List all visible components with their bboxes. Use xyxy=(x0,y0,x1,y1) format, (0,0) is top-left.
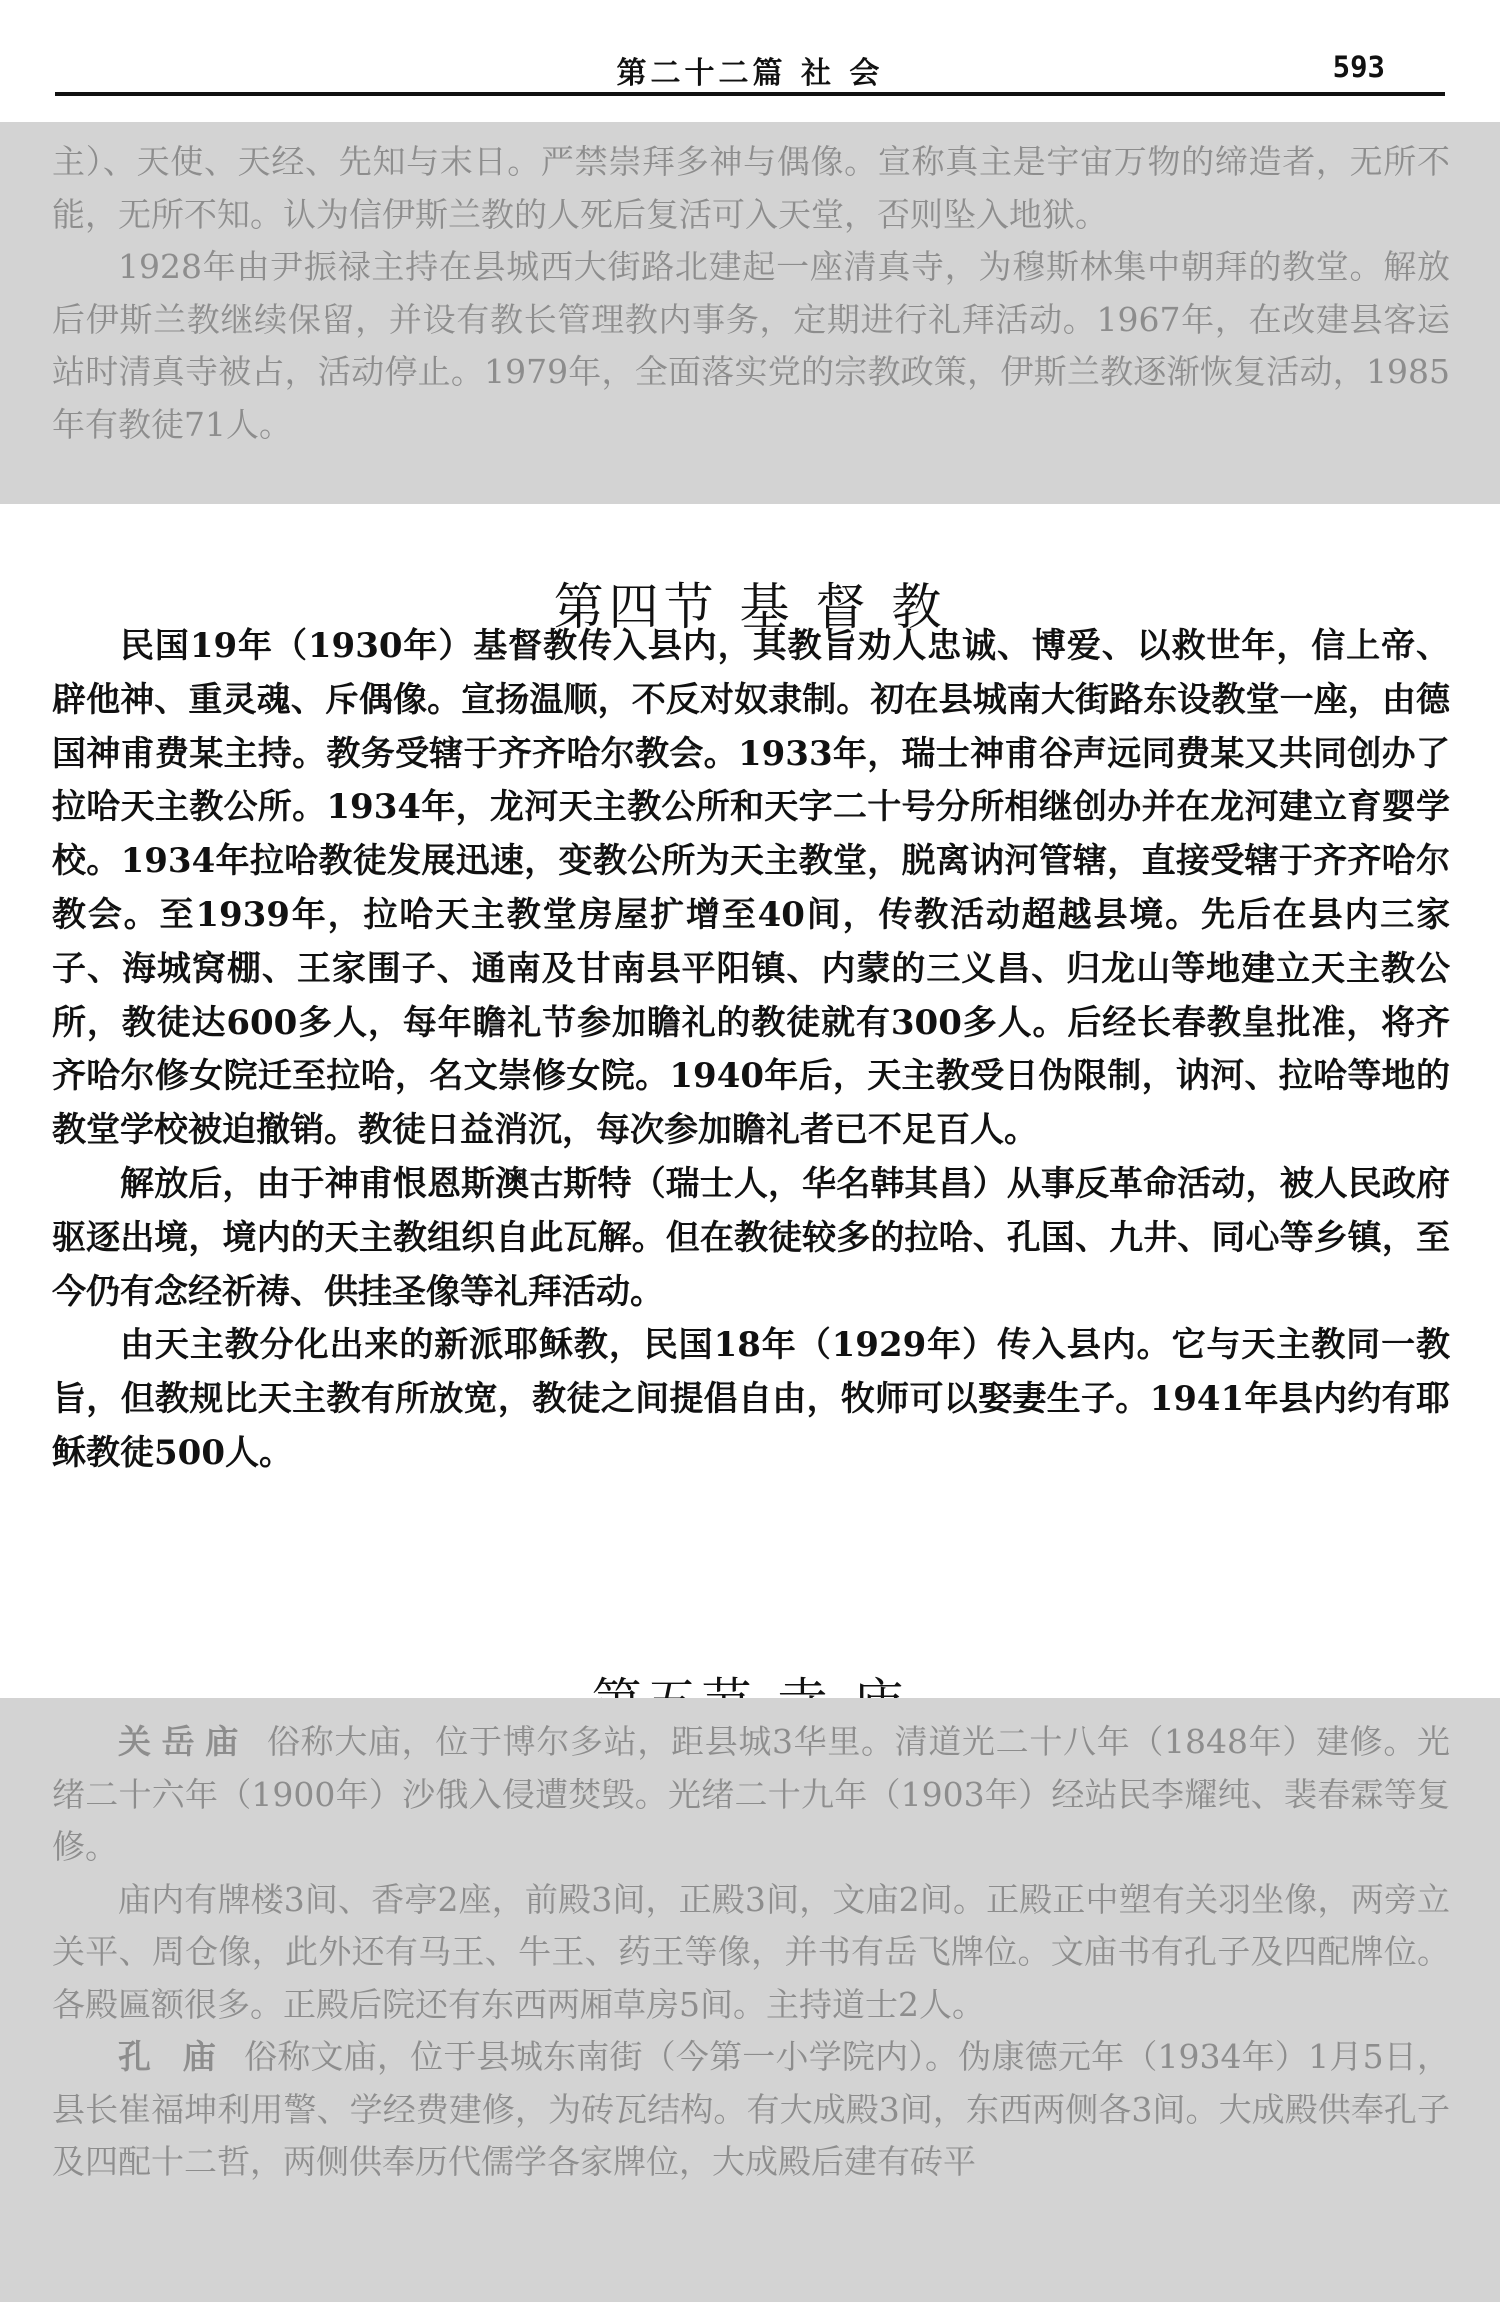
page-number: 593 xyxy=(1332,50,1385,84)
temple-text-guanyue-details: 庙内有牌楼3间、香亭2座，前殿3间，正殿3间，文庙2间。正殿正中塑有关羽坐像，两旁立关平、周仓像，此外还有马王、牛王、药王等像，并书有岳飞牌位。文庙书有孔子及四配牌位。各殿匾额很多。正殿后院还有东西两厢草房5间。主持道士2人。 xyxy=(52,1879,1450,2024)
temples-text-block xyxy=(52,1716,1450,2189)
section-title-christianity: 第四节 基 督 教 xyxy=(553,577,947,636)
temple-text-confucius: 俗称文庙，位于县城东南街（今第一小学院内）。伪康德元年（1934年）1月5日，县长崔福坤利用警、学经费建修，为砖瓦结构。有大成殿3间，东西两侧各3间。大成殿供奉孔子及四配十二哲，两侧供奉历代儒学各家牌位，大成殿后建有砖平 xyxy=(52,2037,1450,2181)
christianity-text-block xyxy=(52,620,1450,1481)
islam-text-block xyxy=(52,136,1450,451)
christianity-paragraph-2: 解放后，由于神甫恨恩斯澳古斯特（瑞士人，华名韩其昌）从事反革命活动，被人民政府驱逐出境，境内的天主教组织自此瓦解。但在教徒较多的拉哈、孔国、九井、同心等乡镇，至今仍有念经祈祷、供挂圣像等礼拜活动。 xyxy=(52,1163,1450,1312)
header-rule xyxy=(55,92,1445,96)
faded-top-region xyxy=(0,122,1500,504)
islam-paragraph-2: 1928年由尹振禄主持在县城西大街路北建起一座清真寺，为穆斯林集中朝拜的教堂。解放后伊斯兰教继续保留，并设有教长管理教内事务，定期进行礼拜活动。1967年，在改建县客运站时清真寺被占，活动停止。1979年，全面落实党的宗教政策，伊斯兰教逐渐恢复活动，1985年有教徒71人。 xyxy=(52,247,1450,444)
faded-bottom-region xyxy=(0,1698,1500,2302)
temple-name-guanyue: 关岳庙 xyxy=(118,1722,250,1761)
temple-entry-confucius xyxy=(52,2031,1450,2189)
running-header xyxy=(55,40,1445,96)
christianity-paragraph-3: 由天主教分化出来的新派耶稣教，民国18年（1929年）传入县内。它与天主教同一教旨，但教规比天主教有所放宽，教徒之间提倡自由，牧师可以娶妻生子。1941年县内约有耶稣教徒500人。 xyxy=(52,1325,1450,1473)
temple-name-confucius: 孔 庙 xyxy=(118,2037,227,2076)
chapter-title: 第二十二篇 社 会 xyxy=(616,56,884,91)
temple-entry-guanyue xyxy=(52,1716,1450,1874)
christianity-paragraph-1: 民国19年（1930年）基督教传入县内，其教旨劝人忠诚、博爱、以救世年，信上帝、辟他神、重灵魂、斥偶像。宣扬温顺，不反对奴隶制。初在县城南大街路东设教堂一座，由德国神甫费某主持。教务受辖于齐齐哈尔教会。1933年，瑞士神甫谷声远同费某又共同创办了拉哈天主教公所。1934年，龙河天主教公所和天字二十号分所相继创办并在龙河建立育婴学校。1934年拉哈教徒发展迅速，变教公所为天主教堂，脱离讷河管辖，直接受辖于齐齐哈尔教会。至1939年，拉哈天主教堂房屋扩增至40间，传教活动超越县境。先后在县内三家子、海城窝棚、王家围子、通南及甘南县平阳镇、内蒙的三义昌、归龙山等地建立天主教公所，教徒达600多人，每年瞻礼节参加瞻礼的教徒就有300多人。后经长春教皇批准，将齐齐哈尔修女院迁至拉哈，名文崇修女院。1940年后，天主教受日伪限制，讷河、拉哈等地的教堂学校被迫撤销。教徒日益消沉，每次参加瞻礼者已不足百人。 xyxy=(52,626,1450,1151)
temple-text-guanyue: 俗称大庙，位于博尔多站，距县城3华里。清道光二十八年（1848年）建修。光绪二十六年（1900年）沙俄入侵遭焚毁。光绪二十九年（1903年）经站民李耀纯、裴春霖等复修。 xyxy=(52,1722,1451,1866)
islam-paragraph-1: 主）、天使、天经、先知与末日。严禁崇拜多神与偶像。宣称真主是宇宙万物的缔造者，无所不能，无所不知。认为信伊斯兰教的人死后复活可入天堂，否则坠入地狱。 xyxy=(52,142,1450,234)
temple-entry-guanyue-details xyxy=(52,1874,1450,2032)
